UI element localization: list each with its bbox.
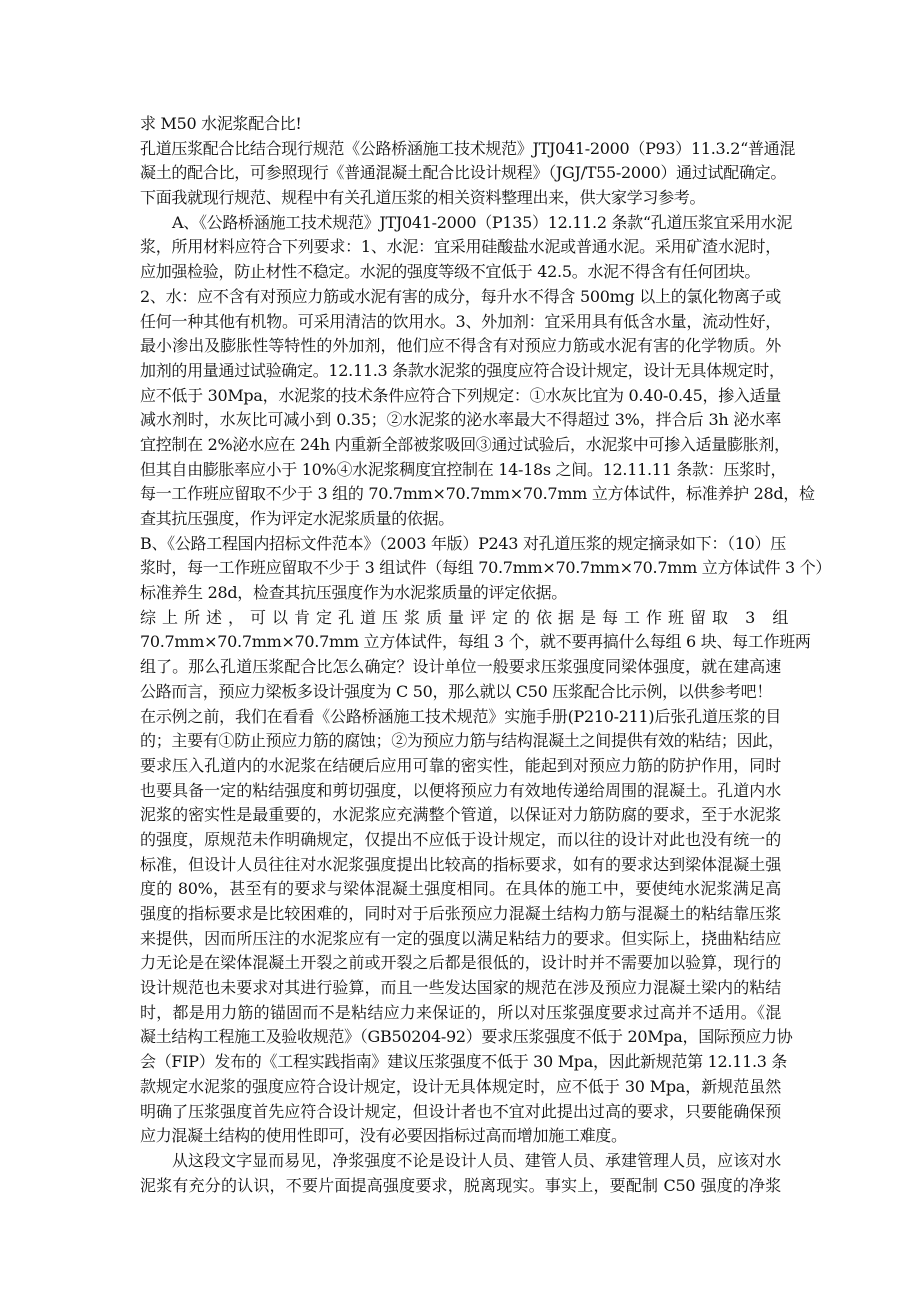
text-line: 也要具备一定的粘结强度和剪切强度，以便将预应力有效地传递给周围的混凝土。孔道内水: [140, 780, 781, 800]
text-line: 设计规范也未要求对其进行验算，而且一些发达国家的规范在涉及预应力混凝土梁内的粘结: [140, 978, 781, 998]
text-line: 但其自由膨胀率应小于 10%④水泥浆稠度宜控制在 14-18s 之间。12.11.11 条款：压浆时，: [140, 459, 787, 479]
text-line: 应力混凝土结构的使用性即可，没有必要因指标过高而增加施工难度。: [140, 1126, 627, 1146]
text-line: 应加强检验，防止材性不稳定。水泥的强度等级不宜低于 42.5。水泥不得含有任何团块。: [140, 262, 761, 282]
text-line: 浆，所用材料应符合下列要求：1、水泥：宜采用硅酸盐水泥或普通水泥。采用矿渣水泥时，: [140, 237, 781, 257]
text-line: 凝土的配合比，可参照现行《普通混凝土配合比设计规程》（JGJ/T55-2000）通过试配确定。: [140, 163, 787, 183]
text-line: 的；主要有①防止预应力筋的腐蚀；②为预应力筋与结构混凝土之间提供有效的粘结；因此，: [140, 731, 784, 751]
text-line: 宜控制在 2%泌水应在 24h 内重新全部被浆吸回③通过试验后，水泥浆中可掺入适量膨胀剂，: [140, 434, 790, 454]
text-line: 最小渗出及膨胀性等特性的外加剂，他们应不得含有对预应力筋或水泥有害的化学物质。外: [140, 336, 781, 356]
text-line: 从这段文字显而易见，净浆强度不论是设计人员、建管人员、承建管理人员，应该对水: [172, 1150, 781, 1170]
text-line: 度的 80%，甚至有的要求与梁体混凝土强度相同。在具体的施工中，要使纯水泥浆满足高: [140, 879, 781, 899]
text-line: 的强度，原规范未作明确规定，仅提出不应低于设计规定，而以往的设计对此也没有统一的: [140, 829, 781, 849]
text-line: 来提供，因而所压注的水泥浆应有一定的强度以满足粘结力的要求。但实际上，挠曲粘结应: [140, 928, 781, 948]
text-line: 公路而言，预应力梁板多设计强度为 C 50，那么就以 C50 压浆配合比示例，以供参考吧！: [140, 681, 773, 701]
text-line: 应不低于 30Mpa，水泥浆的技术条件应符合下列规定：①水灰比宜为 0.40-0.45，掺入适量: [140, 385, 781, 405]
document-body: [140, 112, 832, 1198]
text-line: 在示例之前，我们在看看《公路桥涵施工技术规范》实施手册(P210-211)后张孔道压浆的目: [140, 706, 781, 726]
text-line: 浆时，每一工作班应留取不少于 3 组试件（每组 70.7mm×70.7mm×70.7mm 立方体试件 3 个）: [140, 558, 832, 578]
text-line: 标准养生 28d，检查其抗压强度作为水泥浆质量的评定依据。: [140, 583, 567, 603]
text-line: 明确了压浆强度首先应符合设计规定，但设计者也不宜对此提出过高的要求，只要能确保预: [140, 1101, 781, 1121]
text-line: 查其抗压强度，作为评定水泥浆质量的依据。: [140, 509, 455, 528]
text-line: 减水剂时，水灰比可减小到 0.35；②水泥浆的泌水率最大不得超过 3%，拌合后 3h 泌水率: [140, 410, 781, 430]
text-line: 下面我就现行规范、规程中有关孔道压浆的相关资料整理出来，供大家学习参考。: [140, 188, 706, 208]
text-line: 每一工作班应留取不少于 3 组的 70.7mm×70.7mm×70.7mm 立方体试件，标准养护 28d，检: [140, 484, 815, 504]
text-line: 70.7mm×70.7mm×70.7mm 立方体试件，每组 3 个，就不要再搞什么每组 6 块、每工作班两: [140, 632, 811, 652]
text-line: 凝土结构工程施工及验收规范》（GB50204-92）要求压浆强度不低于 20Mpa，国际预应力协: [140, 1027, 793, 1047]
text-line: 任何一种其他有机物。可采用清洁的饮用水。3、外加剂：宜采用具有低含水量，流动性好，: [140, 311, 781, 331]
text-line: B、《公路工程国内招标文件范本》（2003 年版）P243 对孔道压浆的规定摘录如下：（10）压: [140, 533, 786, 553]
document-title-line: 求 M50 水泥浆配合比!: [140, 114, 302, 133]
text-line: 标准，但设计人员往往对水泥浆强度提出比较高的指标要求，如有的要求达到梁体混凝土强: [140, 854, 781, 874]
text-line: 加剂的用量通过试验确定。12.11.3 条款水泥浆的强度应符合设计规定，设计无具体规定时，: [140, 360, 785, 380]
text-line: A、《公路桥涵施工技术规范》JTJ041-2000（P135）12.11.2 条款“孔道压浆宜采用水泥: [172, 212, 793, 232]
text-line: 泥浆有充分的认识，不要片面提高强度要求，脱离现实。事实上，要配制 C50 强度的净浆: [140, 1175, 781, 1195]
text-line: 力无论是在梁体混凝土开裂之前或开裂之后都是很低的，设计时并不需要加以验算，现行的: [140, 953, 781, 973]
text-line: 会（FIP）发布的《工程实践指南》建议压浆强度不低于 30 Mpa，因此新规范第 12.11.3 条: [140, 1052, 788, 1072]
text-line: 组了。那么孔道压浆配合比怎么确定？设计单位一般要求压浆强度同梁体强度，就在建高速: [140, 657, 781, 677]
text-line: 强度的指标要求是比较困难的，同时对于后张预应力混凝土结构力筋与混凝土的粘结靠压浆: [140, 904, 781, 923]
text-line: 款规定水泥浆的强度应符合设计规定，设计无具体规定时，应不低于 30 Mpa，新规范虽然: [140, 1076, 781, 1096]
text-line: 2、水：应不含有对预应力筋或水泥有害的成分，每升水不得含 500mg 以上的氯化物离子或: [140, 286, 781, 306]
text-line: 泥浆的密实性是最重要的，水泥浆应充满整个管道，以保证对力筋防腐的要求，至于水泥浆: [140, 805, 781, 825]
text-line: 时，都是用力筋的锚固而不是粘结应力来保证的，所以对压浆强度要求过高并不适用。《混: [140, 1002, 781, 1022]
text-line: 综上所述，可以肯定孔道压浆质量评定的依据是每工作班留取 3 组: [140, 607, 795, 627]
text-line: 要求压入孔道内的水泥浆在结硬后应用可靠的密实性，能起到对预应力筋的防护作用，同时: [140, 755, 781, 775]
text-line: 孔道压浆配合比结合现行规范《公路桥涵施工技术规范》JTJ041-2000（P93）11.3.2“普通混: [140, 138, 796, 158]
